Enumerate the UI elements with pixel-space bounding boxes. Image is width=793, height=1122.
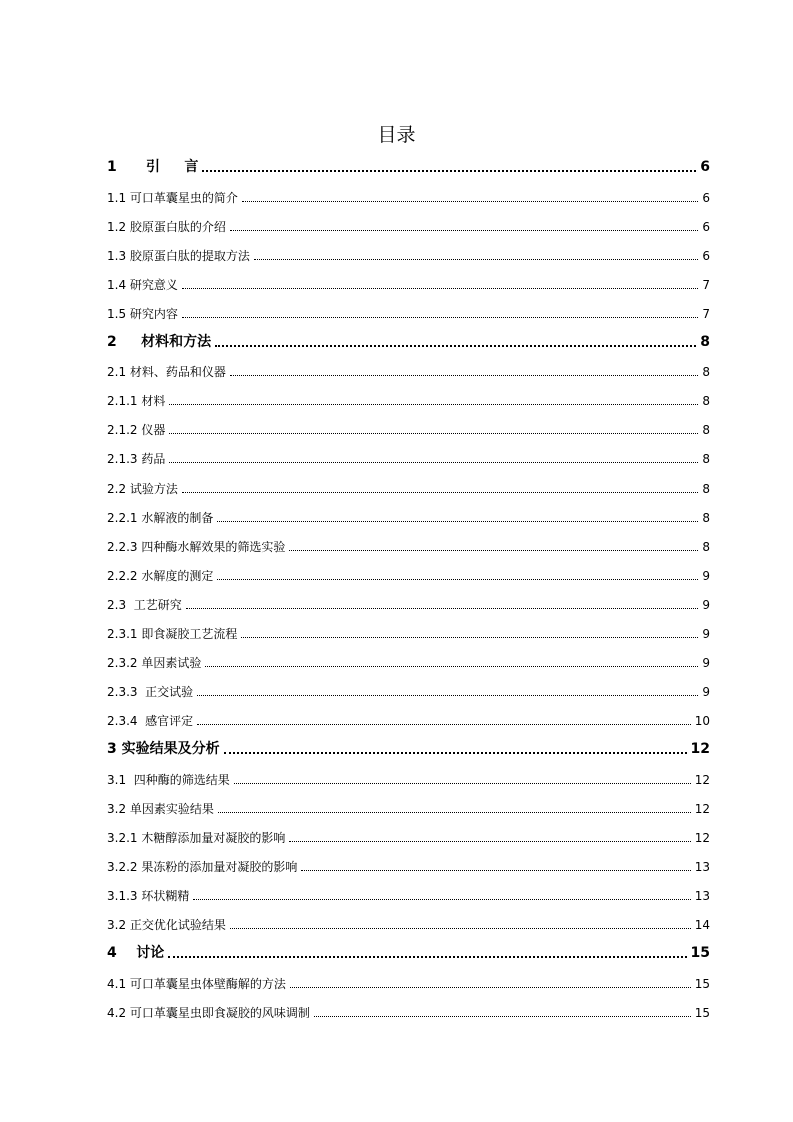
toc-dot-leader bbox=[193, 887, 690, 900]
toc-section-entry[interactable] bbox=[107, 709, 710, 729]
toc-entry-label: 4.2 可口革囊星虫即食凝胶的风味调制 bbox=[107, 1006, 310, 1020]
toc-entry-label: 3.1 四种酶的筛选结果 bbox=[107, 773, 230, 787]
toc-page-number: 12 bbox=[694, 802, 710, 816]
toc-section-entry[interactable] bbox=[107, 273, 710, 293]
toc-page-number: 6 bbox=[702, 191, 710, 205]
toc-section-entry[interactable] bbox=[107, 477, 710, 497]
toc-entry-label: 2.1 材料、药品和仪器 bbox=[107, 365, 226, 379]
toc-page-number: 8 bbox=[700, 334, 710, 350]
toc-section-entry[interactable] bbox=[107, 593, 710, 613]
toc-dot-leader bbox=[169, 421, 698, 434]
toc-section-entry[interactable] bbox=[107, 360, 710, 380]
toc-entry-label: 2.2.3 四种酶水解效果的筛选实验 bbox=[107, 540, 286, 554]
toc-section-entry[interactable] bbox=[107, 913, 710, 933]
toc-page-number: 9 bbox=[702, 656, 710, 670]
toc-entry-label: 3.2 单因素实验结果 bbox=[107, 802, 214, 816]
toc-entry-label: 3 实验结果及分析 bbox=[107, 741, 220, 757]
toc-section-entry[interactable] bbox=[107, 1001, 710, 1021]
toc-entry-label: 2.1.1 材料 bbox=[107, 394, 166, 408]
toc-page-number: 9 bbox=[702, 569, 710, 583]
toc-chapter-entry[interactable] bbox=[107, 738, 710, 758]
toc-dot-leader bbox=[254, 247, 698, 260]
toc-dot-leader bbox=[230, 218, 698, 231]
toc-page-number: 6 bbox=[702, 249, 710, 263]
toc-page-number: 8 bbox=[702, 365, 710, 379]
toc-section-entry[interactable] bbox=[107, 855, 710, 875]
toc-entry-label: 2.1.3 药品 bbox=[107, 452, 166, 466]
toc-dot-leader bbox=[182, 480, 698, 493]
toc-page-number: 9 bbox=[702, 685, 710, 699]
toc-dot-leader bbox=[197, 683, 698, 696]
toc-entry-label: 2.3.3 正交试验 bbox=[107, 685, 194, 699]
toc-section-entry[interactable] bbox=[107, 302, 710, 322]
toc-chapter-entry[interactable] bbox=[107, 942, 710, 962]
toc-section-entry[interactable] bbox=[107, 622, 710, 642]
toc-chapter-entry[interactable] bbox=[107, 156, 710, 176]
toc-entry-label: 3.2.2 果冻粉的添加量对凝胶的影响 bbox=[107, 860, 298, 874]
toc-section-entry[interactable] bbox=[107, 389, 710, 409]
toc-dot-leader bbox=[301, 858, 690, 871]
toc-dot-leader bbox=[168, 944, 686, 958]
toc-page-number: 6 bbox=[702, 220, 710, 234]
toc-entry-label: 3.1.3 环状糊精 bbox=[107, 889, 190, 903]
toc-dot-leader bbox=[215, 333, 696, 347]
toc-section-entry[interactable] bbox=[107, 826, 710, 846]
toc-page-number: 9 bbox=[702, 627, 710, 641]
toc-section-entry[interactable] bbox=[107, 535, 710, 555]
toc-section-entry[interactable] bbox=[107, 244, 710, 264]
toc-entry-label: 2.1.2 仪器 bbox=[107, 423, 166, 437]
toc-entry-label: 1.4 研究意义 bbox=[107, 278, 178, 292]
toc-entry-label: 1.1 可口革囊星虫的简介 bbox=[107, 191, 238, 205]
toc-page-number: 14 bbox=[694, 918, 710, 932]
toc-entry-label: 1 引 言 bbox=[107, 159, 199, 175]
toc-page-number: 8 bbox=[702, 452, 710, 466]
toc-page-number: 8 bbox=[702, 511, 710, 525]
toc-dot-leader bbox=[230, 363, 698, 376]
toc-page-number: 12 bbox=[694, 773, 710, 787]
toc-dot-leader bbox=[217, 567, 698, 580]
toc-dot-leader bbox=[242, 189, 698, 202]
toc-entry-label: 4.1 可口革囊星虫体壁酶解的方法 bbox=[107, 977, 286, 991]
toc-dot-leader bbox=[289, 829, 690, 842]
toc-entry-label: 3.2.1 木糖醇添加量对凝胶的影响 bbox=[107, 831, 286, 845]
toc-entry-label: 1.3 胶原蛋白肽的提取方法 bbox=[107, 249, 250, 263]
toc-page-number: 12 bbox=[690, 741, 710, 757]
toc-section-entry[interactable] bbox=[107, 768, 710, 788]
toc-section-entry[interactable] bbox=[107, 564, 710, 584]
toc-dot-leader bbox=[217, 509, 698, 522]
toc-entry-label: 2.3.4 感官评定 bbox=[107, 714, 194, 728]
toc-entry-label: 4 讨论 bbox=[107, 945, 165, 961]
toc-entry-label: 2.3.2 单因素试验 bbox=[107, 656, 202, 670]
toc-page-number: 8 bbox=[702, 540, 710, 554]
toc-page-number: 7 bbox=[702, 307, 710, 321]
toc-dot-leader bbox=[202, 158, 696, 172]
toc-page-number: 15 bbox=[694, 977, 710, 991]
toc-dot-leader bbox=[169, 392, 698, 405]
toc-dot-leader bbox=[218, 800, 691, 813]
toc-entry-label: 2.2.2 水解度的测定 bbox=[107, 569, 214, 583]
toc-entry-label: 1.5 研究内容 bbox=[107, 307, 178, 321]
toc-entry-label: 2.2 试验方法 bbox=[107, 482, 178, 496]
toc-page-number: 10 bbox=[694, 714, 710, 728]
toc-dot-leader bbox=[241, 625, 698, 638]
toc-section-entry[interactable] bbox=[107, 651, 710, 671]
toc-page-number: 6 bbox=[700, 159, 710, 175]
toc-dot-leader bbox=[205, 654, 698, 667]
toc-page-number: 9 bbox=[702, 598, 710, 612]
toc-page-number: 8 bbox=[702, 423, 710, 437]
toc-page-number: 15 bbox=[690, 945, 710, 961]
toc-page-number: 13 bbox=[694, 889, 710, 903]
toc-entry-label: 2 材料和方法 bbox=[107, 334, 212, 350]
toc-dot-leader bbox=[224, 740, 687, 754]
toc-dot-leader bbox=[290, 975, 691, 988]
toc-dot-leader bbox=[197, 712, 691, 725]
toc-dot-leader bbox=[182, 276, 698, 289]
toc-page-number: 7 bbox=[702, 278, 710, 292]
toc-page-number: 13 bbox=[694, 860, 710, 874]
toc-dot-leader bbox=[230, 916, 691, 929]
toc-entry-label: 2.3 工艺研究 bbox=[107, 598, 182, 612]
toc-page-number: 15 bbox=[694, 1006, 710, 1020]
toc-section-entry[interactable] bbox=[107, 506, 710, 526]
toc-section-entry[interactable] bbox=[107, 972, 710, 992]
toc-entry-label: 1.2 胶原蛋白肽的介绍 bbox=[107, 220, 226, 234]
page-title: 目录 bbox=[377, 124, 416, 146]
toc-dot-leader bbox=[234, 771, 691, 784]
toc-dot-leader bbox=[314, 1004, 691, 1017]
toc-section-entry[interactable] bbox=[107, 418, 710, 438]
toc-dot-leader bbox=[289, 538, 698, 551]
toc-entry-label: 2.3.1 即食凝胶工艺流程 bbox=[107, 627, 238, 641]
toc-entry-label: 3.2 正交优化试验结果 bbox=[107, 918, 226, 932]
toc-chapter-entry[interactable] bbox=[107, 331, 710, 351]
toc-page-number: 8 bbox=[702, 394, 710, 408]
toc-dot-leader bbox=[169, 450, 698, 463]
toc-dot-leader bbox=[182, 305, 698, 318]
toc-section-entry[interactable] bbox=[107, 215, 710, 235]
toc-dot-leader bbox=[186, 596, 699, 609]
toc-section-entry[interactable] bbox=[107, 884, 710, 904]
toc-page-number: 8 bbox=[702, 482, 710, 496]
toc-section-entry[interactable] bbox=[107, 186, 710, 206]
toc-entry-label: 2.2.1 水解液的制备 bbox=[107, 511, 214, 525]
toc-section-entry[interactable] bbox=[107, 680, 710, 700]
toc-page-number: 12 bbox=[694, 831, 710, 845]
toc-section-entry[interactable] bbox=[107, 797, 710, 817]
toc-section-entry[interactable] bbox=[107, 447, 710, 467]
